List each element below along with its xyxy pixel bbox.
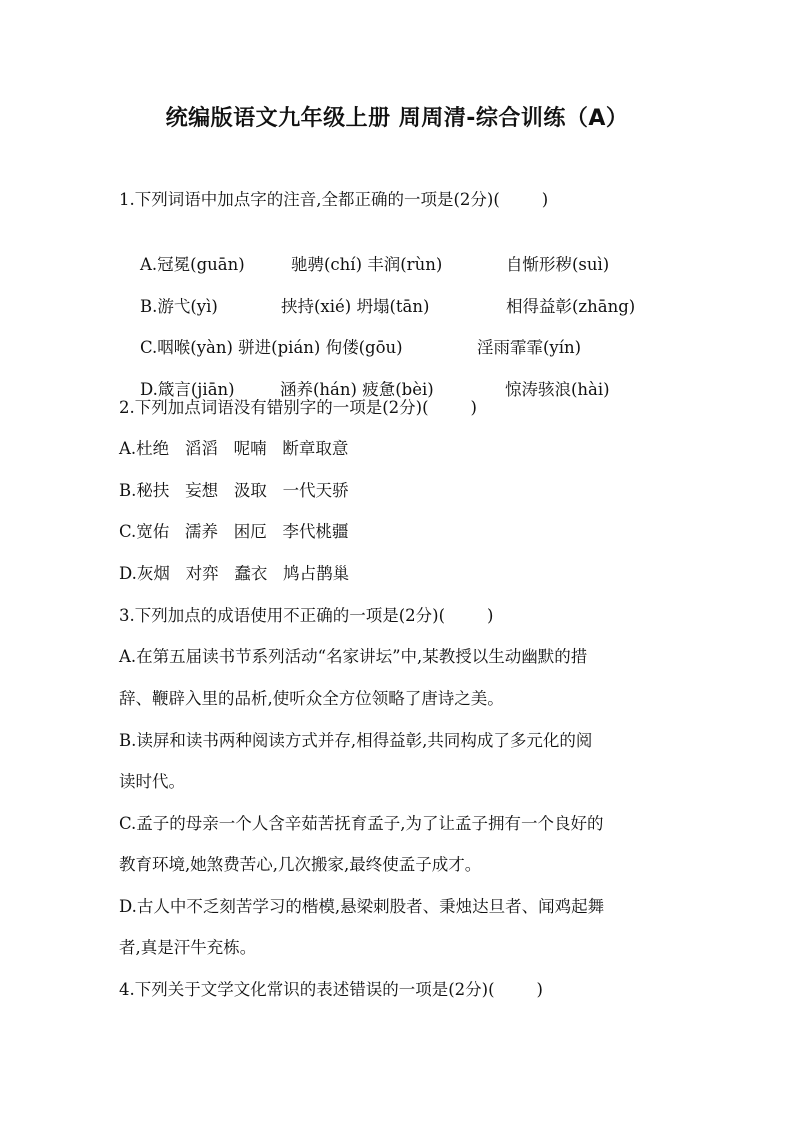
option-part: 自惭形秽(suì): [505, 255, 610, 274]
question-2-option-c: C.宽佑 濡养 困厄 李代桃疆: [119, 522, 349, 541]
question-2-option-a: A.杜绝 滔滔 呢喃 断章取意: [119, 439, 349, 458]
option-part: 挟持(xié) 坍塌(tān): [280, 297, 430, 316]
option-part: 惊涛骇浪(hài): [504, 380, 610, 399]
question-3-option-a-line-2: 辞、鞭辟入里的品析,使听众全方位领略了唐诗之美。: [119, 689, 504, 708]
option-part: 相得益彰(zhāng): [505, 297, 636, 316]
question-2-stem: 2.下列加点词语没有错别字的一项是(2分)( ): [119, 398, 477, 417]
question-3-stem: 3.下列加点的成语使用不正确的一项是(2分)( ): [119, 606, 494, 625]
question-3-option-d-line-1: D.古人中不乏刻苦学习的楷模,悬梁刺股者、秉烛达旦者、闻鸡起舞: [119, 897, 605, 916]
question-3-option-d-line-2: 者,真是汗牛充栋。: [119, 938, 257, 957]
question-1-stem: 1.下列词语中加点字的注音,全都正确的一项是(2分)( ): [119, 190, 549, 209]
option-part: 涵养(hán) 疲惫(bèi): [279, 380, 434, 399]
option-part: B.游弋(yì): [139, 297, 218, 316]
question-3-option-c-line-2: 教育环境,她煞费苦心,几次搬家,最终使孟子成才。: [119, 855, 482, 874]
option-part: 淫雨霏霏(yín): [476, 338, 582, 357]
question-3-option-b-line-2: 读时代。: [119, 772, 185, 791]
option-part: A.冠冕(guān): [139, 255, 245, 274]
question-4-stem: 4.下列关于文学文化常识的表述错误的一项是(2分)( ): [119, 980, 543, 999]
question-2-option-d: D.灰烟 对弈 蠢衣 鸠占鹊巢: [119, 564, 350, 583]
option-part: D.箴言(jiān): [139, 380, 235, 399]
document-title: 统编版语文九年级上册 周周清-综合训练（A）: [165, 106, 629, 131]
question-2-option-b: B.秘扶 妄想 汲取 一代天骄: [119, 481, 349, 500]
question-3-option-a-line-1: A.在第五届读书节系列活动“名家讲坛”中,某教授以生动幽默的措: [119, 647, 588, 666]
option-part: 驰骋(chí) 丰润(rùn): [290, 255, 443, 274]
question-3-option-b-line-1: B.读屏和读书两种阅读方式并存,相得益彰,共同构成了多元化的阅: [119, 731, 593, 750]
question-3-option-c-line-1: C.孟子的母亲一个人含辛茹苦抚育孟子,为了让孟子拥有一个良好的: [119, 814, 604, 833]
option-part: C.咽喉(yàn) 骈进(pián) 佝偻(gōu): [139, 338, 403, 357]
